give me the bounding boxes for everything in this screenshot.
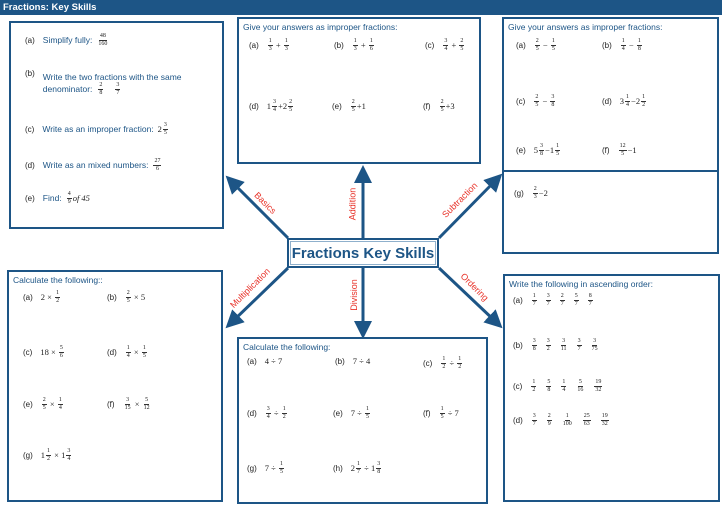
division-box	[237, 337, 488, 504]
division-question-h: (h) 2 $\frac{1}{7}$ ÷ 1 $\frac{3}{8}$	[333, 461, 381, 475]
branch-label-multiplication: Multiplication	[228, 266, 272, 310]
division-question-f: (f) $\frac{1}{5}$ ÷ 7	[423, 406, 459, 420]
addition-question-d: (d) 1 $\frac{3}{4}$ +2 $\frac{2}{5}$	[249, 99, 293, 113]
multiplication-question-e: (e) $\frac{2}{5}$ × $\frac{1}{4}$	[23, 397, 62, 411]
ordering-question-b: (b) $\frac{3}{8}$ $\frac{3}{2}$ $\frac{3}{11}$ $\frac{3}{7}$ $\frac{3}{75}$	[513, 338, 598, 352]
branch-label-division: Division	[348, 279, 359, 311]
basics-question-b: (b) Write the two fractions with the same denominator: $\frac{2}{8}$ $\frac{3}{7}$	[25, 69, 182, 96]
branch-label-ordering: Ordering	[458, 271, 491, 303]
central-topic-title: Fractions Key Skills	[291, 244, 435, 262]
subtraction-question-b: (b) $\frac{1}{4}$ − $\frac{1}{8}$	[602, 38, 641, 52]
addition-question-a: (a) $\frac{1}{3}$ + $\frac{1}{3}$	[249, 38, 288, 52]
basics-question-a: (a) Simplify fully: $\frac{48}{160}$	[25, 33, 108, 47]
subtraction-box-lower	[502, 172, 719, 254]
division-question-e: (e) 7 ÷ $\frac{1}{5}$	[333, 406, 369, 420]
central-topic	[287, 238, 439, 268]
ordering-question-d: (d) $\frac{3}{7}$ $\frac{2}{9}$ $\frac{1}{100}$ $\frac{25}{63}$ $\frac{19}{32}$	[513, 413, 608, 427]
multiplication-question-g: (g) 1 $\frac{1}{2}$ × 1 $\frac{3}{4}$	[23, 448, 71, 462]
multiplication-box	[7, 270, 223, 502]
multiplication-instructions: Calculate the following::	[13, 275, 103, 285]
basics-question-e: (e) Find: $\frac{4}{9}$ of 45	[25, 191, 90, 205]
fraction-48-160: $\frac{48}{160}$	[98, 33, 108, 47]
division-instructions: Calculate the following:	[243, 342, 331, 352]
page-title: Fractions: Key Skills	[3, 2, 97, 13]
basics-question-c: (c) Write as an improper fraction: 2 $\frac{3}{5}$	[25, 122, 167, 136]
basics-question-d: (d) Write as an mixed numbers: $\frac{27}{6}$	[25, 158, 161, 172]
addition-instructions: Give your answers as improper fractions:	[243, 22, 398, 32]
subtraction-question-c: (c) $\frac{2}{5}$ − $\frac{3}{8}$	[516, 94, 555, 108]
addition-box	[237, 17, 481, 164]
multiplication-question-d: (d) $\frac{1}{4}$ × $\frac{1}{5}$	[107, 345, 146, 359]
subtraction-question-e: (e) 5 $\frac{3}{8}$ −1 $\frac{1}{5}$	[516, 143, 560, 157]
basics-box	[9, 21, 224, 229]
division-question-b: (b) 7 ÷ 4	[335, 356, 371, 366]
division-question-d: (d) $\frac{3}{4}$ ÷ $\frac{1}{2}$	[247, 406, 286, 420]
addition-question-b: (b) $\frac{1}{3}$ + $\frac{1}{6}$	[334, 38, 373, 52]
multiplication-question-c: (c) 18 × $\frac{5}{6}$	[23, 345, 63, 359]
branch-label-subtraction: Subtraction	[440, 180, 480, 220]
subtraction-box	[502, 17, 719, 172]
header-bar	[0, 0, 722, 15]
subtraction-question-g: (g) $\frac{2}{3}$ −2	[514, 186, 548, 200]
multiplication-question-a: (a) 2 × $\frac{1}{2}$	[23, 290, 60, 304]
branch-label-basics: Basics	[252, 190, 279, 216]
ordering-box	[503, 274, 720, 502]
division-question-g: (g) 7 ÷ $\frac{1}{5}$	[247, 461, 283, 475]
subtraction-question-a: (a) $\frac{2}{5}$ − $\frac{1}{5}$	[516, 38, 555, 52]
addition-question-e: (e) $\frac{2}{5}$ +1	[332, 99, 366, 113]
division-question-c: (c) $\frac{1}{2}$ ÷ $\frac{1}{2}$	[423, 356, 462, 370]
multiplication-question-b: (b) $\frac{2}{5}$ × 5	[107, 290, 146, 304]
multiplication-question-f: (f) $\frac{3}{15}$ × $\frac{5}{12}$	[107, 397, 150, 411]
subtraction-question-d: (d) 3 $\frac{1}{4}$ −2 $\frac{1}{2}$	[602, 94, 646, 108]
branch-label-addition: Addition	[347, 187, 358, 221]
subtraction-instructions: Give your answers as improper fractions:	[508, 22, 663, 32]
subtraction-question-f: (f) $\frac{12}{5}$ −1	[602, 143, 637, 157]
addition-question-f: (f) $\frac{2}{5}$ +3	[423, 99, 455, 113]
division-question-a: (a) 4 ÷ 7	[247, 356, 283, 366]
ordering-question-a: (a) $\frac{1}{7}$ $\frac{3}{7}$ $\frac{2}{7}$ $\frac{5}{7}$ $\frac{8}{7}$	[513, 293, 592, 307]
addition-question-c: (c) $\frac{3}{4}$ + $\frac{2}{5}$	[425, 38, 464, 52]
ordering-question-c: (c) $\frac{1}{2}$ $\frac{5}{8}$ $\frac{1}{4}$ $\frac{5}{16}$ $\frac{19}{32}$	[513, 379, 602, 393]
ordering-instructions: Write the following in ascending order:	[509, 279, 653, 289]
